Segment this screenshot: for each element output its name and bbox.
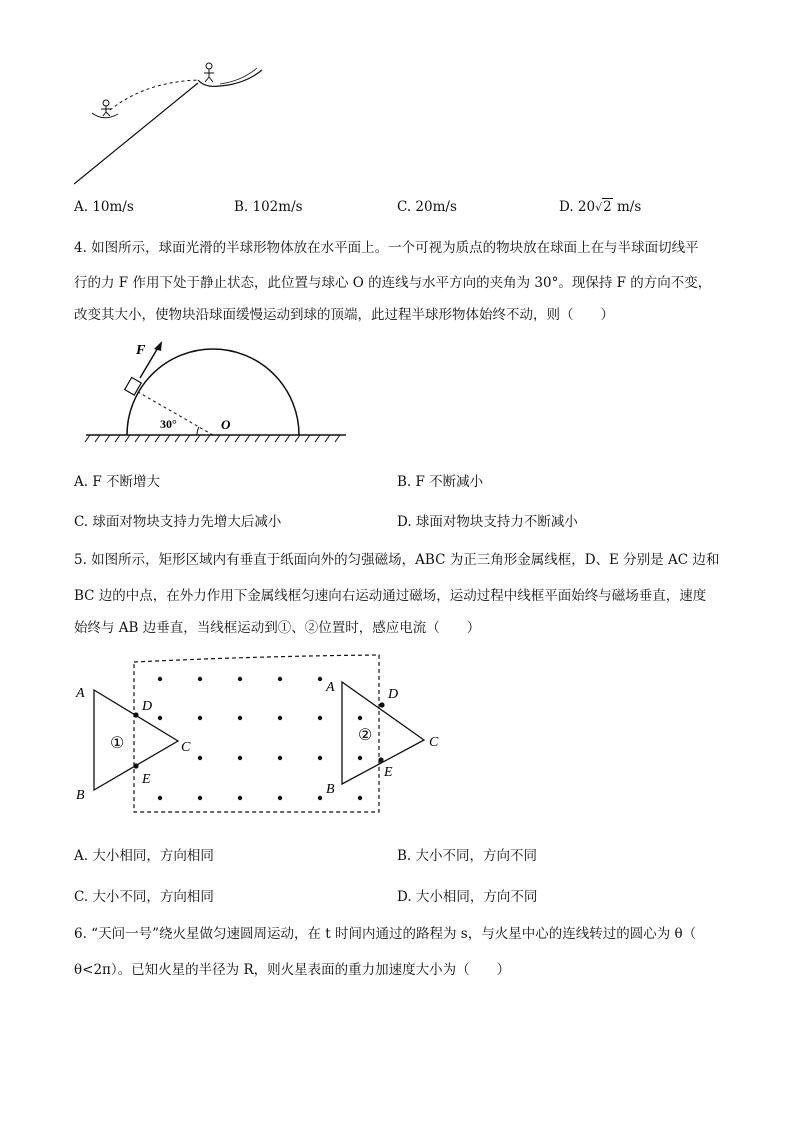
q6-text-line1: 6. “天问一号”绕火星做匀速圆周运动，在 t 时间内通过的路程为 s，与火星中心的连线转过的圆心为 θ（ [74, 926, 697, 942]
q6-text-line2: θ<2π）。已知火星的半径为 R，则火星表面的重力加速度大小为（ ） [74, 962, 511, 978]
q5-text-line2: BC 边的中点，在外力作用下金属线框匀速向右运动通过磁场，运动过程中线框平面始终与磁场垂直，速度 [74, 588, 707, 604]
skier-top-icon [204, 63, 214, 82]
q5-text-line1: 5. 如图所示，矩形区域内有垂直于纸面向外的匀强磁场，ABC 为正三角形金属线框，D、E 分别是 AC 边和 [74, 552, 720, 568]
q4-option-a[interactable]: A. F 不断增大 [74, 474, 160, 490]
q5-text-line3: 始终与 AB 边垂直，当线框运动到①、②位置时，感应电流（ ） [74, 620, 481, 636]
label-e-left: E [142, 772, 151, 787]
force-label: F [136, 343, 146, 358]
angle-arc [197, 427, 199, 435]
q3-option-b[interactable]: B. 102m/s [234, 199, 303, 215]
hemisphere-arc [127, 349, 299, 435]
q3-option-d-unit: m/s [612, 199, 642, 215]
slope-line [74, 83, 198, 184]
point-d-left [133, 712, 138, 717]
q3-option-d[interactable]: D. 20√2 m/s [559, 199, 642, 215]
label-d-right: D [388, 687, 399, 702]
hemisphere-figure [82, 336, 352, 446]
magnetic-field-figure [70, 652, 450, 822]
q3-option-c[interactable]: C. 20m/s [397, 199, 457, 215]
skier-flying-icon [92, 100, 118, 118]
label-num-right: ② [358, 727, 373, 744]
label-c-left: C [181, 740, 191, 755]
label-b-right: B [326, 782, 335, 797]
q4-option-c[interactable]: C. 球面对物块支持力先增大后减小 [74, 514, 282, 530]
q4-text-line1: 4. 如图所示，球面光滑的半球形物体放在水平面上。一个可视为质点的物块放在球面上在与半球面切线平 [74, 240, 699, 256]
q5-option-b[interactable]: B. 大小不同，方向不同 [397, 848, 538, 864]
point-e-left [133, 763, 138, 768]
point-d-right [379, 702, 384, 707]
q4-text-line2: 行的力 F 作用下处于静止状态，此位置与球心 O 的连线与水平方向的夹角为 30°。现保持 F 的方向不变， [74, 275, 712, 291]
ground-hatching [85, 435, 340, 442]
force-arrowhead [154, 341, 162, 351]
label-b-left: B [76, 788, 85, 803]
q5-option-a[interactable]: A. 大小相同，方向相同 [74, 848, 214, 864]
label-c-right: C [429, 735, 439, 750]
q4-option-d[interactable]: D. 球面对物块支持力不断减小 [397, 514, 578, 530]
label-a-right: A [326, 680, 335, 695]
angle-label: 30° [160, 417, 177, 431]
center-label: O [221, 417, 231, 432]
q4-option-b[interactable]: B. F 不断减小 [397, 474, 484, 490]
q3-option-d-prefix: D. 20 [559, 199, 596, 215]
label-num-left: ① [110, 735, 125, 752]
q3-option-d-root: 2 [603, 199, 612, 215]
triangle-right [342, 682, 424, 784]
label-e-right: E [384, 765, 393, 780]
label-d-left: D [142, 699, 153, 714]
q4-text-line3: 改变其大小，使物块沿球面缓慢运动到球的顶端，此过程半球形物体始终不动，则（ ） [74, 307, 614, 323]
q5-option-c[interactable]: C. 大小不同，方向相同 [74, 889, 214, 905]
q3-option-a[interactable]: A. 10m/s [74, 199, 134, 215]
trajectory-dashed [110, 80, 198, 110]
label-a-left: A [76, 686, 85, 701]
ski-jump-figure [70, 56, 270, 186]
q5-option-d[interactable]: D. 大小相同，方向不同 [397, 889, 538, 905]
point-e-right [378, 757, 383, 762]
triangle-left [94, 690, 178, 790]
